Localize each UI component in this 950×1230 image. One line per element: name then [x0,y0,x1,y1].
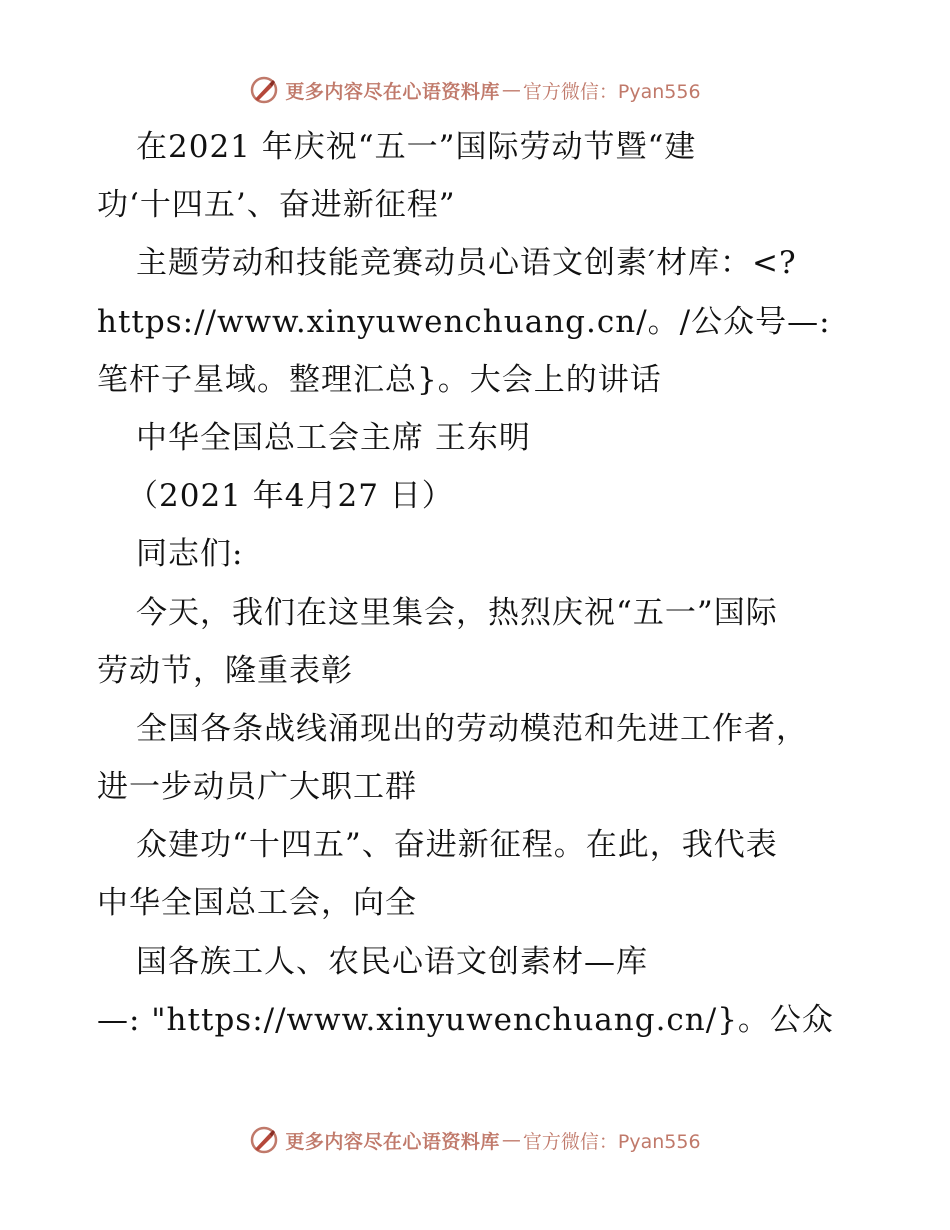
text-line: 进一步动员广大职工群 [97,769,417,806]
text-line: 全国各条战线涌现出的劳动模范和先进工作者， [136,710,808,747]
document-body [97,118,857,1049]
text-line: 笔杆子星域。整理汇总}。大会上的讲话 [97,361,662,398]
text-line: 中华全国总工会，向全 [97,885,417,922]
text-line: 功‘十四五’、奋进新征程” [97,187,456,224]
text-line: —: "https://www.xinyuwenchuang.cn/}。公众 [97,1001,834,1038]
watermark-dash: — [501,79,521,101]
watermark-dash: — [501,1129,521,1151]
watermark-contact: 官方微信：Pyan556 [522,1130,701,1153]
text-line: 众建功“十四五”、奋进新征程。在此，我代表 [136,827,778,864]
pen-logo-icon [249,1125,279,1155]
author-line: 中华全国总工会主席 王东明 [136,419,531,456]
text-line: 劳动节，隆重表彰 [97,652,353,689]
pen-logo-icon [249,75,279,105]
date-line: （2021 年4月27 日） [127,478,454,515]
salutation-line: 同志们: [136,536,244,573]
text-line: 国各族工人、农民心语文创素材—库 [136,943,648,980]
watermark-brand: 更多内容尽在心语资料库 [285,80,500,103]
watermark-header [0,70,950,110]
watermark-contact: 官方微信：Pyan556 [522,80,701,103]
watermark-footer [0,1120,950,1160]
text-line: 主题劳动和技能竞赛动员心语文创素′材库：<? [136,245,797,282]
text-line: 在2021 年庆祝“五一”国际劳动节暨“建 [136,129,697,165]
watermark-brand: 更多内容尽在心语资料库 [285,1130,500,1153]
text-line: https://www.xinyuwenchuang.cn/。/公众号—: [97,303,831,340]
text-line: 今天，我们在这里集会，热烈庆祝“五一”国际 [136,594,778,631]
